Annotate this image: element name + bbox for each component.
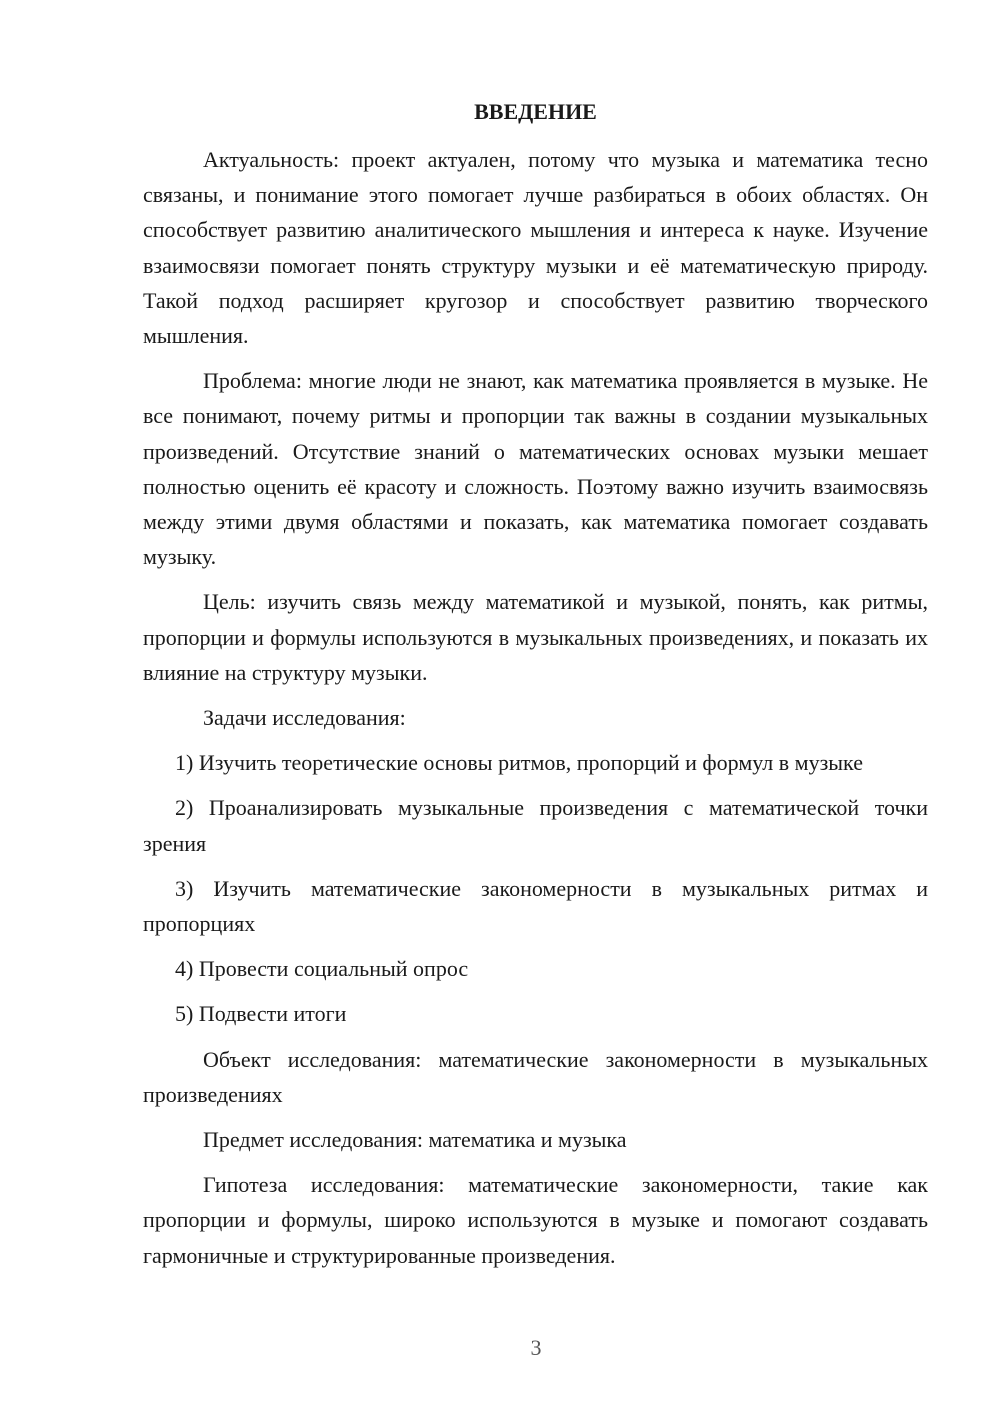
task-item-5: 5) Подвести итоги xyxy=(175,1001,347,1027)
tasks-heading: Задачи исследования: xyxy=(203,705,406,731)
task-item-3: 3) Изучить математические закономерности в музыкальных ритмах и пропорциях xyxy=(143,875,928,937)
task-item-4: 4) Провести социальный опрос xyxy=(175,956,469,982)
goal-paragraph: Цель: изучить связь между математикой и музыкой, понять, как ритмы, пропорции и формулы используются в музыкальных произведениях, и показать их влияние на структуру музыки. xyxy=(143,589,928,685)
research-subject: Предмет исследования: математика и музыка xyxy=(203,1127,627,1153)
page-number: 3 xyxy=(530,1335,542,1360)
problem-paragraph: Проблема: многие люди не знают, как математика проявляется в музыке. Не все понимают, почему ритмы и пропорции так важны в создании музыкальных произведений. Отсутствие знаний о математических основах музыки мешает полностью оценить её красоту и сложность. Поэтому важно изучить взаимосвязь между этими двумя областями и показать, как математика помогает создавать музыку. xyxy=(143,368,928,570)
research-object: Объект исследования: математические закономерности в музыкальных произведениях xyxy=(143,1046,928,1107)
task-item-2: 2) Проанализировать музыкальные произведения с математической точки зрения xyxy=(143,795,928,856)
section-title: ВВЕДЕНИЕ xyxy=(474,99,597,124)
research-hypothesis: Гипотеза исследования: математические закономерности, такие как пропорции и формулы, широко используются в музыке и помогают создавать гармоничные и структурированные произведения. xyxy=(143,1172,928,1268)
task-item-1: 1) Изучить теоретические основы ритмов, пропорций и формул в музыке xyxy=(175,750,863,776)
document-body xyxy=(143,94,928,1283)
relevance-paragraph: Актуальность: проект актуален, потому что музыка и математика тесно связаны, и понимание этого помогает лучше разбираться в обоих областях. Он способствует развитию аналитического мышления и интереса к науке. Изучение взаимосвязи помогает понять структуру музыки и её математическую природу. Такой подход расширяет кругозор и способствует развитию творческого мышления. xyxy=(143,147,928,349)
